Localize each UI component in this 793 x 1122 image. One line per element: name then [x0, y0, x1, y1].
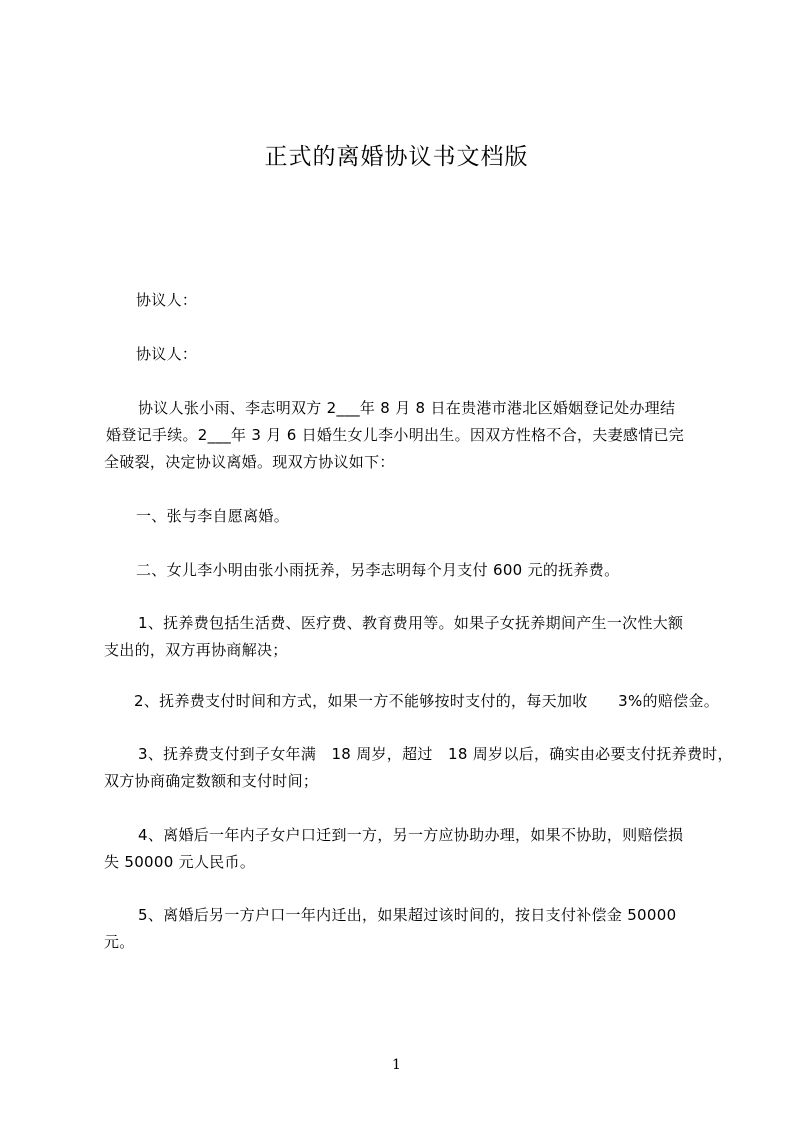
- item-4: [104, 822, 720, 876]
- item-2-line-1: 2、抚养费支付时间和方式，如果一方不能够按时支付的，每天加收 3%的赔偿金。: [134, 692, 720, 710]
- item-3-line-1: 3、抚养费支付到子女年满 18 周岁，超过 18 周岁以后，确实由必要支付抚养费时，: [138, 745, 733, 763]
- page-number: 1: [392, 1057, 401, 1073]
- item-5: [104, 902, 720, 956]
- item-1: [104, 610, 720, 664]
- item-3: [104, 741, 733, 795]
- item-5-line-2: 元。: [104, 933, 135, 951]
- intro-paragraph: [104, 395, 720, 476]
- item-1-line-2: 支出的，双方再协商解决；: [104, 641, 288, 659]
- intro-line-1: 协议人张小雨、李志明双方 2___年 8 月 8 日在贵港市港北区婚姻登记处办理结: [138, 399, 676, 417]
- item-1-line-1: 1、抚养费包括生活费、医疗费、教育费用等。如果子女抚养期间产生一次性大额: [138, 614, 684, 632]
- item-4-line-2: 失 50000 元人民币。: [104, 853, 256, 871]
- intro-line-2: 婚登记手续。2___年 3 月 6 日婚生女儿李小明出生。因双方性格不合，夫妻感情已完: [106, 426, 685, 444]
- item-5-line-1: 5、离婚后另一方户口一年内迁出，如果超过该时间的，按日支付补偿金 50000: [138, 906, 677, 924]
- item-4-line-1: 4、离婚后一年内子女户口迁到一方，另一方应协助办理，如果不协助，则赔偿损: [138, 826, 684, 844]
- party-a-label: 协议人：: [136, 291, 198, 309]
- intro-line-3: 全破裂，决定协议离婚。现双方协议如下：: [104, 453, 395, 471]
- clause-2: 二、女儿李小明由张小雨抚养，另李志明每个月支付 600 元的抚养费。: [136, 561, 620, 579]
- party-b-label: 协议人：: [136, 345, 198, 363]
- item-3-line-2: 双方协商确定数额和支付时间；: [104, 772, 319, 790]
- item-2: [104, 688, 720, 715]
- clause-1: 一、张与李自愿离婚。: [136, 507, 290, 525]
- page-title: 正式的离婚协议书文档版: [264, 144, 529, 170]
